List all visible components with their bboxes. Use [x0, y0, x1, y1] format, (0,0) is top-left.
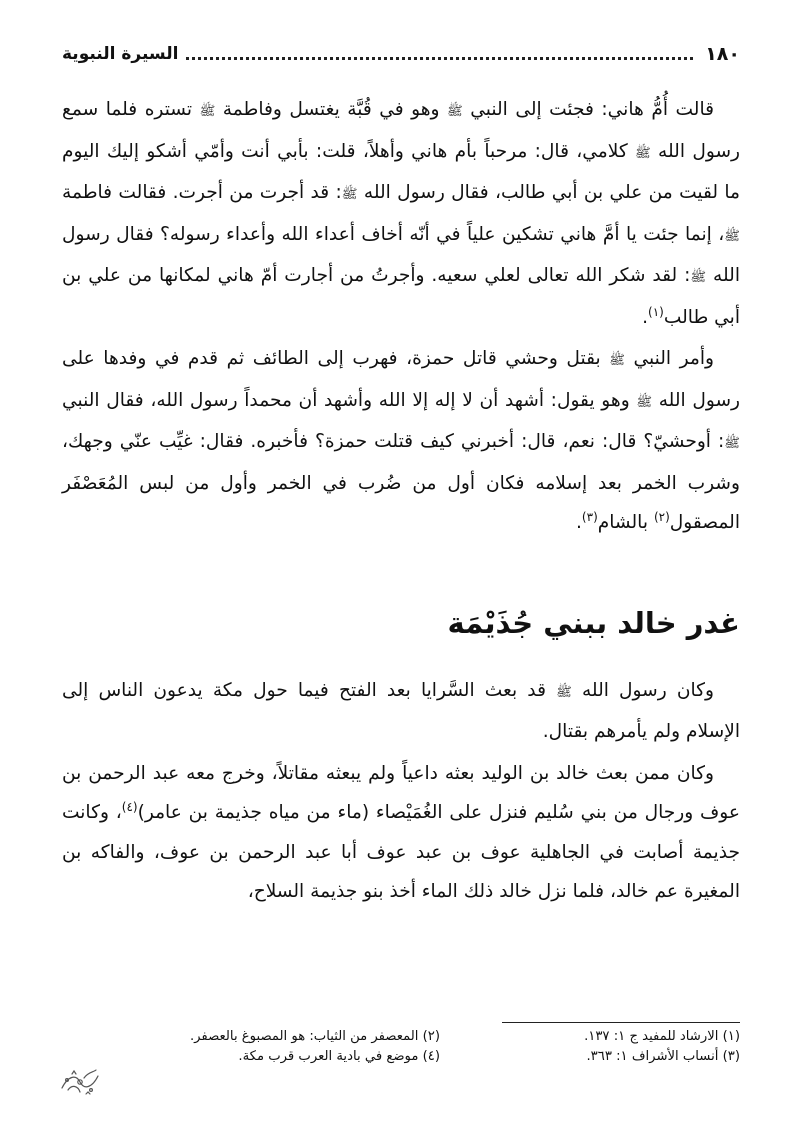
text-run: ، إنما جئت يا أمَّ هاني تشكين علياً في أنّه أخاف أعداء الله وأعداء رسوله؟ فقال رسول الله: [62, 223, 740, 286]
footnote-ref-3[interactable]: (٣): [581, 509, 598, 524]
salawat-glyph: ﷺ: [636, 394, 653, 410]
text-run: وهو في قُبَّة يغتسل وفاطمة: [215, 99, 448, 120]
paragraph-sarayas: [62, 671, 740, 752]
text-run: .: [576, 512, 582, 533]
text-run: بالشام: [597, 512, 654, 533]
footnote-ref-1[interactable]: (١): [648, 304, 664, 319]
paragraph-khalid: [62, 754, 740, 912]
footnote-row: [140, 1027, 740, 1047]
main-text: [62, 90, 740, 912]
paragraph-umm-hani: [62, 90, 740, 337]
salawat-glyph: ﷺ: [724, 228, 740, 244]
text-run: : أوحشيّ؟ قال: نعم، قال: أخبرني كيف قتلت حمزة؟ فأخبره. فقال: غيِّب عنّي وجهك، وشرب الخمر بعد إسلامه فكان أول من ضُرب في الخمر وأول من لبس المُعَصْفَر المصقول: [62, 431, 740, 533]
text-run: كلامي، قال: مرحباً بأم هاني وأهلاً، قلت: بأبي أنت وأمّي أشكو إليك اليوم ما لقيت من علي بن أبي طالب، فقال رسول الله: [62, 140, 741, 203]
footnote-2: (٢) المعصفر من الثياب: هو المصبوغ بالعصفر.: [189, 1029, 440, 1044]
running-title: السيرة النبوية: [62, 44, 179, 64]
text-run: ، وكانت جذيمة أصابت في الجاهلية عوف بن عبد عوف أبا عبد الرحمن بن عوف، والفاكه بن المغيرة عم خالد، فلما نزل خالد ذلك الماء أخذ بنو جذيمة السلاح،: [62, 802, 740, 902]
salawat-glyph: ﷺ: [690, 270, 707, 285]
footnote-ref-4[interactable]: (٤): [121, 799, 138, 814]
header-dotted-leader: [186, 57, 693, 60]
text-run: وأمر النبي: [624, 348, 714, 369]
footnote-ref-2[interactable]: (٢): [653, 509, 670, 524]
salawat-glyph: ﷺ: [724, 436, 740, 451]
text-run: بقتل وحشي قاتل حمزة، فهرب إلى الطائف ثم قدم في وفدها على رسول الله: [62, 348, 740, 411]
footnote-1: (١) الارشاد للمفيد ج ١: ١٣٧.: [584, 1029, 740, 1044]
text-run: قالت أُمُّ هاني: فجئت إلى النبي: [462, 99, 714, 120]
text-run: وكان رسول الله: [571, 679, 714, 701]
footnotes: [140, 1027, 740, 1067]
text-run: وهو يقول: أشهد أن لا إله إلا الله وأشهد أن محمداً رسول الله، فقال النبي: [62, 389, 637, 411]
salawat-glyph: ﷺ: [447, 104, 463, 119]
salawat-glyph: ﷺ: [635, 145, 651, 161]
footnote-separator: [502, 1022, 740, 1023]
text-run: : قد أجرت من أجرت. فقالت فاطمة: [62, 182, 342, 203]
running-header: [62, 34, 740, 74]
salawat-glyph: ﷺ: [556, 684, 572, 700]
footnote-3: (٣) أنساب الأشراف ١: ٣٦٣.: [586, 1049, 740, 1064]
text-run: تستره فلما سمع رسول الله: [62, 99, 741, 162]
floral-ornament-icon: [58, 1066, 102, 1098]
footnote-4: (٤) موضع في بادية العرب قرب مكة.: [238, 1049, 440, 1064]
page-number: ١٨٠: [705, 43, 740, 65]
text-run: : لقد شكر الله تعالى لعلي سعيه. وأجرتُ من أجارت أمّ هاني لمكانها من علي بن أبي طالب: [62, 265, 740, 328]
salawat-glyph: ﷺ: [341, 187, 358, 202]
salawat-glyph: ﷺ: [609, 353, 625, 368]
section-heading: غدر خالد ببني جُذَيْمَة: [447, 605, 740, 640]
footnote-row: [140, 1047, 740, 1067]
salawat-glyph: ﷺ: [199, 104, 216, 119]
text-run: وكان ممن بعث خالد بن الوليد بعثه داعياً ولم يبعثه مقاتلاً، وخرج معه عبد الرحمن بن عوف ورجال من بني سُليم فنزل على الغُمَيْصاء (ماء من مياه جذيمة بن عامر): [62, 762, 741, 823]
text-run: .: [642, 306, 649, 328]
paragraph-wahshi: [62, 339, 740, 543]
text-run: قد بعث السَّرايا بعد الفتح فيما حول مكة يدعون الناس إلى الإسلام ولم يأمرهم بقتال.: [62, 679, 740, 742]
